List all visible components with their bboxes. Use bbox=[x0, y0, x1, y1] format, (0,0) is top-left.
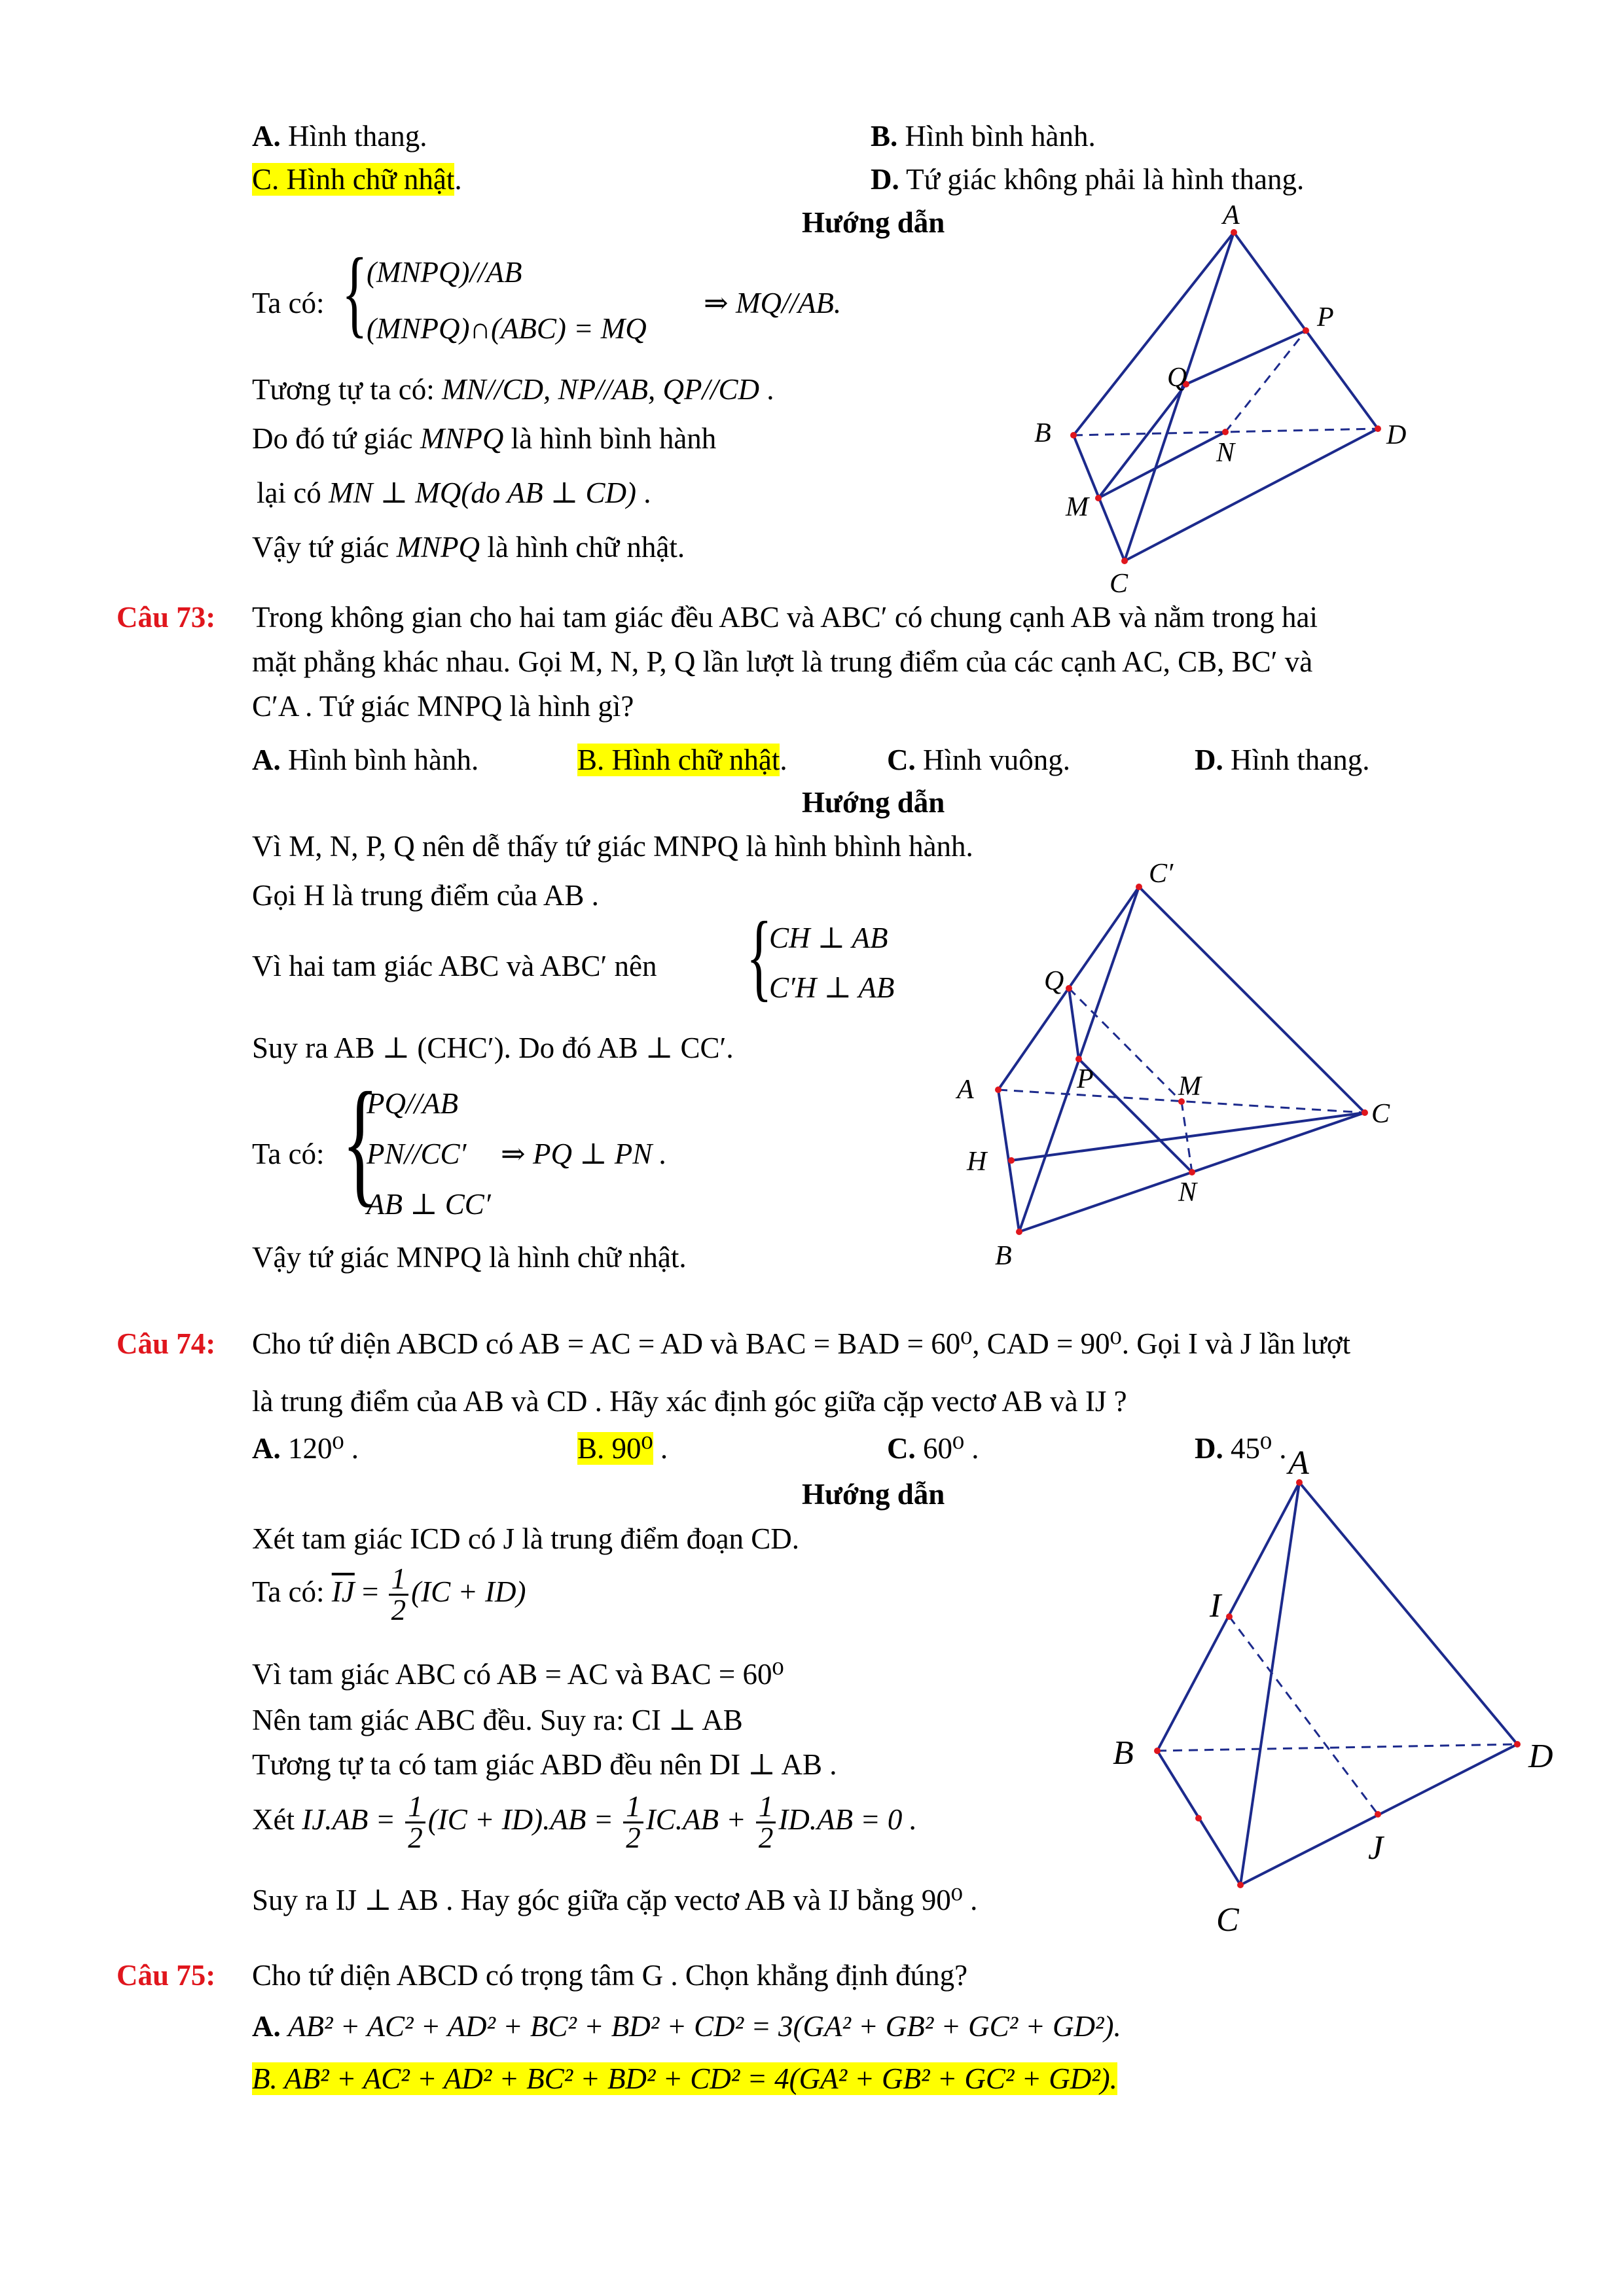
label-P: P bbox=[1077, 1064, 1094, 1094]
q74-line7: Suy ra IJ ⊥ AB . Hay góc giữa cặp vectơ AB và IJ bằng 90⁰ . bbox=[252, 1884, 978, 1916]
q74-line6: Xét IJ.AB = $\frac{1}{2}$ (IC + ID).AB = $\frac{1}{2}$ IC.AB + $\frac{1}{2}$ ID.AB = 0 . bbox=[252, 1790, 917, 1854]
label-C: C bbox=[1110, 569, 1128, 599]
q73-line4: Suy ra AB ⊥ (CHC′). Do đó AB ⊥ CC′. bbox=[252, 1031, 734, 1064]
q75-label: Câu 75: bbox=[117, 1959, 216, 1992]
q73-guide-heading: Hướng dẫn bbox=[802, 786, 945, 819]
label-B: B bbox=[1113, 1734, 1134, 1772]
label-B: B bbox=[1034, 418, 1051, 448]
label-J: J bbox=[1368, 1829, 1384, 1867]
label-A: A bbox=[1288, 1444, 1309, 1482]
label-I: I bbox=[1210, 1587, 1221, 1624]
q75-option-a[interactable]: A. AB² + AC² + AD² + BC² + BD² + CD² = 3(GA² + GB² + GC² + GD²). bbox=[252, 2010, 1121, 2043]
label-C: C bbox=[1371, 1099, 1390, 1129]
point-D bbox=[1514, 1741, 1521, 1748]
point-C bbox=[1237, 1882, 1244, 1888]
label-B: B bbox=[995, 1241, 1012, 1271]
edge-BD-hidden bbox=[1157, 1744, 1517, 1751]
q72-system-result: ⇒ MQ//AB. bbox=[704, 287, 842, 319]
label-N: N bbox=[1178, 1177, 1197, 1208]
label-A: A bbox=[957, 1075, 974, 1105]
q72-line3: Do đó tứ giác MNPQ là hình bình hành bbox=[252, 422, 717, 455]
q73-line5-system-2: PN//CC′ bbox=[367, 1138, 467, 1170]
correct-answer: B. 90⁰ bbox=[577, 1432, 653, 1465]
option-text: Hình thang. bbox=[280, 120, 427, 152]
option-text: Hình bình hành. bbox=[897, 120, 1096, 152]
brace: { bbox=[342, 1063, 379, 1219]
fraction: $\frac{1}{2}$ bbox=[623, 1792, 643, 1853]
q73-line5-prefix: Ta có: bbox=[252, 1138, 325, 1170]
q72-guide-heading: Hướng dẫn bbox=[802, 206, 945, 239]
q73-line3-system-2: C′H ⊥ AB bbox=[769, 971, 895, 1004]
q72-system-line1: (MNPQ)//AB bbox=[367, 256, 522, 289]
q72-system-line2: (MNPQ)∩(ABC) = MQ bbox=[367, 312, 647, 345]
q73-option-a[interactable]: A. Hình bình hành. bbox=[252, 744, 479, 776]
q73-line3-text: Vì hai tam giác ABC và ABC′ nên bbox=[252, 950, 657, 982]
edge-AC bbox=[1240, 1482, 1299, 1885]
q73-option-c[interactable]: C. Hình vuông. bbox=[887, 744, 1070, 776]
option-letter: B. bbox=[871, 120, 898, 152]
q74-option-b[interactable]: B. 90⁰ . bbox=[577, 1432, 668, 1465]
label-C: C bbox=[1216, 1901, 1239, 1939]
label-Q: Q bbox=[1044, 966, 1064, 996]
q73-line6: Vậy tứ giác MNPQ là hình chữ nhật. bbox=[252, 1241, 687, 1274]
brace: { bbox=[342, 238, 368, 347]
q73-stem-3: C′A . Tứ giác MNPQ là hình gì? bbox=[252, 690, 634, 723]
q74-line4: Nên tam giác ABC đều. Suy ra: CI ⊥ AB bbox=[252, 1704, 743, 1736]
point-I bbox=[1226, 1613, 1233, 1620]
q73-label: Câu 73: bbox=[117, 601, 216, 634]
point-J bbox=[1375, 1811, 1381, 1818]
q74-stem-1: Cho tứ diện ABCD có AB = AC = AD và BAC = BAD = 60⁰, CAD = 90⁰. Gọi I và J lần lượt bbox=[252, 1327, 1351, 1360]
q75-option-b[interactable] bbox=[252, 2060, 1117, 2097]
label-N: N bbox=[1216, 438, 1235, 468]
q73-option-b[interactable]: B. Hình chữ nhật. bbox=[577, 744, 787, 776]
option-letter: D. bbox=[871, 163, 899, 196]
q74-line3: Vì tam giác ABC có AB = AC và BAC = 60⁰ bbox=[252, 1658, 784, 1691]
q73-option-d[interactable]: D. Hình thang. bbox=[1195, 744, 1370, 776]
q74-option-c[interactable]: C. 60⁰ . bbox=[887, 1432, 979, 1465]
q72-line4: lại có MN ⊥ MQ(do AB ⊥ CD) . bbox=[257, 476, 651, 509]
q74-option-d[interactable]: D. 45⁰ . bbox=[1195, 1432, 1287, 1465]
fraction: $\frac{1}{2}$ bbox=[389, 1564, 409, 1625]
q74-label: Câu 74: bbox=[117, 1327, 216, 1360]
label-D: D bbox=[1528, 1738, 1553, 1775]
correct-answer: C. Hình chữ nhật bbox=[252, 163, 455, 196]
label-D: D bbox=[1386, 420, 1407, 450]
fraction: $\frac{1}{2}$ bbox=[756, 1792, 776, 1853]
point-B bbox=[1154, 1748, 1161, 1754]
option-text: Tứ giác không phải là hình thang. bbox=[899, 163, 1305, 196]
q74-guide-heading: Hướng dẫn bbox=[802, 1478, 945, 1511]
q73-line2: Gọi H là trung điểm của AB . bbox=[252, 879, 599, 912]
q73-line5-system-3: AB ⊥ CC′ bbox=[367, 1188, 491, 1221]
q73-line1: Vì M, N, P, Q nên dễ thấy tứ giác MNPQ là hình bhình hành. bbox=[252, 830, 973, 863]
label-Q: Q bbox=[1167, 363, 1187, 393]
q74-line1: Xét tam giác ICD có J là trung điểm đoạn CD. bbox=[252, 1522, 800, 1555]
q73-stem-2: mặt phẳng khác nhau. Gọi M, N, P, Q lần lượt là trung điểm của các cạnh AC, CB, BC′ và bbox=[252, 645, 1313, 678]
q74-line2: Ta có: $\overline{IJ}$ = $\frac{1}{2}$ (IC + ID) bbox=[252, 1562, 526, 1626]
q73-line3-system-1: CH ⊥ AB bbox=[769, 922, 888, 954]
fraction: $\frac{1}{2}$ bbox=[405, 1792, 425, 1853]
label-P: P bbox=[1317, 302, 1334, 332]
q72-line5: Vậy tứ giác MNPQ là hình chữ nhật. bbox=[252, 531, 685, 564]
label-H: H bbox=[967, 1147, 987, 1177]
point-BC-mid bbox=[1195, 1815, 1202, 1821]
brace: { bbox=[746, 902, 772, 1011]
q73-stem-1: Trong không gian cho hai tam giác đều ABC và ABC′ có chung cạnh AB và nằm trong hai bbox=[252, 601, 1318, 634]
label-M: M bbox=[1066, 492, 1089, 522]
edge-AD bbox=[1299, 1482, 1517, 1744]
q72-line2: Tương tự ta có: MN//CD, NP//AB, QP//CD . bbox=[252, 373, 774, 406]
q74-option-a[interactable]: A. 120⁰ . bbox=[252, 1432, 359, 1465]
q75-stem: Cho tứ diện ABCD có trọng tâm G . Chọn khẳng định đúng? bbox=[252, 1959, 968, 1992]
q73-line5-system-1: PQ//AB bbox=[367, 1087, 458, 1120]
correct-answer: B. AB² + AC² + AD² + BC² + BD² + CD² = 4(GA² + GB² + GC² + GD²). bbox=[252, 2062, 1117, 2095]
q74-line5: Tương tự ta có tam giác ABD đều nên DI ⊥ AB . bbox=[252, 1748, 837, 1781]
label-M: M bbox=[1178, 1071, 1201, 1102]
q74-stem-2: là trung điểm của AB và CD . Hãy xác định góc giữa cặp vectơ AB và IJ ? bbox=[252, 1385, 1127, 1418]
q72-line1-prefix: Ta có: bbox=[252, 287, 325, 319]
option-letter: A. bbox=[252, 120, 281, 152]
q73-line5-result: ⇒ PQ ⊥ PN . bbox=[501, 1138, 667, 1170]
correct-answer: B. Hình chữ nhật bbox=[577, 744, 780, 776]
label-A: A bbox=[1223, 200, 1240, 230]
seg-IJ-hidden bbox=[1229, 1617, 1378, 1814]
q72-option-c[interactable]: C. Hình chữ nhật. bbox=[252, 163, 462, 196]
label-C1: C′ bbox=[1149, 859, 1174, 889]
